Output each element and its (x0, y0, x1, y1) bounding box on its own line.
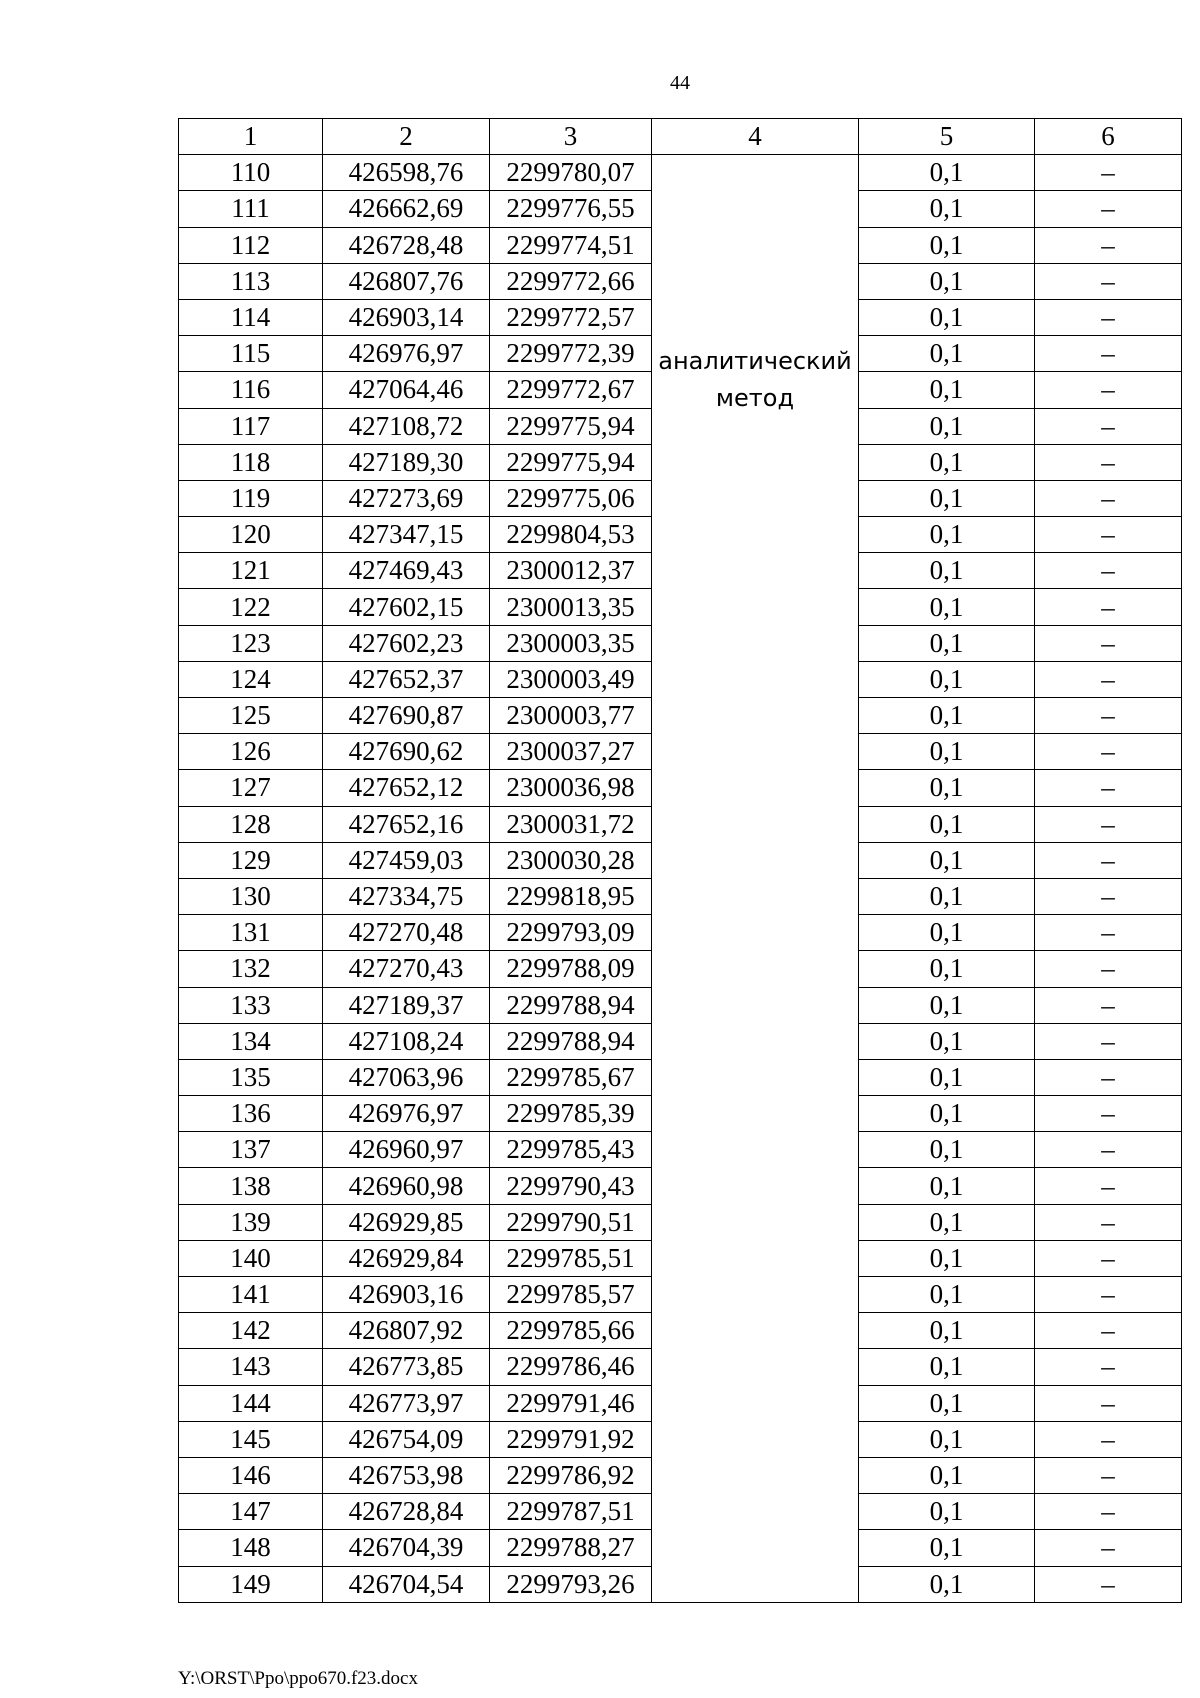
y-coordinate-cell: 2299793,09 (490, 915, 652, 951)
point-number-cell: 140 (179, 1240, 323, 1276)
accuracy-cell: 0,1 (859, 1457, 1035, 1493)
note-cell: – (1035, 878, 1182, 914)
x-coordinate-cell: 426929,85 (323, 1204, 490, 1240)
column-header: 5 (859, 119, 1035, 155)
column-header: 4 (652, 119, 859, 155)
y-coordinate-cell: 2299791,92 (490, 1421, 652, 1457)
x-coordinate-cell: 427064,46 (323, 372, 490, 408)
point-number-cell: 131 (179, 915, 323, 951)
point-number-cell: 122 (179, 589, 323, 625)
x-coordinate-cell: 426976,97 (323, 1096, 490, 1132)
column-header: 3 (490, 119, 652, 155)
column-header: 2 (323, 119, 490, 155)
note-cell: – (1035, 1566, 1182, 1602)
note-cell: – (1035, 263, 1182, 299)
y-coordinate-cell: 2299790,43 (490, 1168, 652, 1204)
point-number-cell: 137 (179, 1132, 323, 1168)
x-coordinate-cell: 427652,12 (323, 770, 490, 806)
y-coordinate-cell: 2299788,27 (490, 1530, 652, 1566)
x-coordinate-cell: 426807,76 (323, 263, 490, 299)
y-coordinate-cell: 2299775,94 (490, 444, 652, 480)
x-coordinate-cell: 426807,92 (323, 1313, 490, 1349)
x-coordinate-cell: 427652,16 (323, 806, 490, 842)
accuracy-cell: 0,1 (859, 625, 1035, 661)
point-number-cell: 149 (179, 1566, 323, 1602)
point-number-cell: 148 (179, 1530, 323, 1566)
point-number-cell: 114 (179, 299, 323, 335)
accuracy-cell: 0,1 (859, 299, 1035, 335)
accuracy-cell: 0,1 (859, 878, 1035, 914)
x-coordinate-cell: 427334,75 (323, 878, 490, 914)
y-coordinate-cell: 2300003,77 (490, 698, 652, 734)
note-cell: – (1035, 444, 1182, 480)
y-coordinate-cell: 2299785,67 (490, 1059, 652, 1095)
x-coordinate-cell: 426960,97 (323, 1132, 490, 1168)
accuracy-cell: 0,1 (859, 1132, 1035, 1168)
y-coordinate-cell: 2299804,53 (490, 517, 652, 553)
file-path-footer: Y:\ORST\Ppo\ppo670.f23.docx (178, 1668, 418, 1689)
point-number-cell: 133 (179, 987, 323, 1023)
point-number-cell: 141 (179, 1277, 323, 1313)
note-cell: – (1035, 299, 1182, 335)
y-coordinate-cell: 2299786,92 (490, 1457, 652, 1493)
x-coordinate-cell: 427270,48 (323, 915, 490, 951)
note-cell: – (1035, 915, 1182, 951)
x-coordinate-cell: 426773,97 (323, 1385, 490, 1421)
x-coordinate-cell: 426903,14 (323, 299, 490, 335)
x-coordinate-cell: 427108,72 (323, 408, 490, 444)
y-coordinate-cell: 2299772,39 (490, 336, 652, 372)
x-coordinate-cell: 426960,98 (323, 1168, 490, 1204)
y-coordinate-cell: 2299785,39 (490, 1096, 652, 1132)
point-number-cell: 120 (179, 517, 323, 553)
x-coordinate-cell: 426753,98 (323, 1457, 490, 1493)
note-cell: – (1035, 1385, 1182, 1421)
note-cell: – (1035, 336, 1182, 372)
y-coordinate-cell: 2299772,57 (490, 299, 652, 335)
y-coordinate-cell: 2300012,37 (490, 553, 652, 589)
note-cell: – (1035, 1204, 1182, 1240)
accuracy-cell: 0,1 (859, 480, 1035, 516)
x-coordinate-cell: 427189,30 (323, 444, 490, 480)
x-coordinate-cell: 426728,84 (323, 1494, 490, 1530)
accuracy-cell: 0,1 (859, 951, 1035, 987)
point-number-cell: 110 (179, 155, 323, 191)
accuracy-cell: 0,1 (859, 1494, 1035, 1530)
point-number-cell: 142 (179, 1313, 323, 1349)
note-cell: – (1035, 480, 1182, 516)
note-cell: – (1035, 1494, 1182, 1530)
note-cell: – (1035, 517, 1182, 553)
x-coordinate-cell: 427108,24 (323, 1023, 490, 1059)
x-coordinate-cell: 427270,43 (323, 951, 490, 987)
x-coordinate-cell: 427602,15 (323, 589, 490, 625)
y-coordinate-cell: 2299791,46 (490, 1385, 652, 1421)
y-coordinate-cell: 2299772,67 (490, 372, 652, 408)
y-coordinate-cell: 2299793,26 (490, 1566, 652, 1602)
note-cell: – (1035, 1530, 1182, 1566)
accuracy-cell: 0,1 (859, 1313, 1035, 1349)
note-cell: – (1035, 1349, 1182, 1385)
accuracy-cell: 0,1 (859, 987, 1035, 1023)
y-coordinate-cell: 2299772,66 (490, 263, 652, 299)
y-coordinate-cell: 2300030,28 (490, 842, 652, 878)
accuracy-cell: 0,1 (859, 408, 1035, 444)
note-cell: – (1035, 372, 1182, 408)
note-cell: – (1035, 589, 1182, 625)
point-number-cell: 130 (179, 878, 323, 914)
point-number-cell: 123 (179, 625, 323, 661)
point-number-cell: 147 (179, 1494, 323, 1530)
point-number-cell: 115 (179, 336, 323, 372)
note-cell: – (1035, 806, 1182, 842)
table-header-row (179, 119, 1182, 155)
x-coordinate-cell: 427690,62 (323, 734, 490, 770)
point-number-cell: 136 (179, 1096, 323, 1132)
point-number-cell: 111 (179, 191, 323, 227)
note-cell: – (1035, 155, 1182, 191)
x-coordinate-cell: 426773,85 (323, 1349, 490, 1385)
accuracy-cell: 0,1 (859, 227, 1035, 263)
accuracy-cell: 0,1 (859, 444, 1035, 480)
point-number-cell: 139 (179, 1204, 323, 1240)
note-cell: – (1035, 408, 1182, 444)
y-coordinate-cell: 2299818,95 (490, 878, 652, 914)
y-coordinate-cell: 2300031,72 (490, 806, 652, 842)
point-number-cell: 116 (179, 372, 323, 408)
accuracy-cell: 0,1 (859, 1204, 1035, 1240)
accuracy-cell: 0,1 (859, 698, 1035, 734)
accuracy-cell: 0,1 (859, 1421, 1035, 1457)
note-cell: – (1035, 1240, 1182, 1276)
note-cell: – (1035, 1421, 1182, 1457)
y-coordinate-cell: 2299786,46 (490, 1349, 652, 1385)
y-coordinate-cell: 2300003,49 (490, 661, 652, 697)
accuracy-cell: 0,1 (859, 1240, 1035, 1276)
y-coordinate-cell: 2299785,51 (490, 1240, 652, 1276)
x-coordinate-cell: 427459,03 (323, 842, 490, 878)
y-coordinate-cell: 2299788,94 (490, 987, 652, 1023)
point-number-cell: 118 (179, 444, 323, 480)
accuracy-cell: 0,1 (859, 915, 1035, 951)
y-coordinate-cell: 2299790,51 (490, 1204, 652, 1240)
x-coordinate-cell: 427652,37 (323, 661, 490, 697)
note-cell: – (1035, 770, 1182, 806)
accuracy-cell: 0,1 (859, 553, 1035, 589)
point-number-cell: 144 (179, 1385, 323, 1421)
y-coordinate-cell: 2299785,66 (490, 1313, 652, 1349)
x-coordinate-cell: 426903,16 (323, 1277, 490, 1313)
note-cell: – (1035, 1096, 1182, 1132)
point-number-cell: 125 (179, 698, 323, 734)
y-coordinate-cell: 2300037,27 (490, 734, 652, 770)
accuracy-cell: 0,1 (859, 1566, 1035, 1602)
note-cell: – (1035, 191, 1182, 227)
point-number-cell: 134 (179, 1023, 323, 1059)
point-number-cell: 138 (179, 1168, 323, 1204)
y-coordinate-cell: 2300013,35 (490, 589, 652, 625)
x-coordinate-cell: 426598,76 (323, 155, 490, 191)
accuracy-cell: 0,1 (859, 1530, 1035, 1566)
point-number-cell: 117 (179, 408, 323, 444)
point-number-cell: 145 (179, 1421, 323, 1457)
y-coordinate-cell: 2299785,43 (490, 1132, 652, 1168)
x-coordinate-cell: 426976,97 (323, 336, 490, 372)
point-number-cell: 112 (179, 227, 323, 263)
note-cell: – (1035, 734, 1182, 770)
y-coordinate-cell: 2299775,06 (490, 480, 652, 516)
note-cell: – (1035, 661, 1182, 697)
x-coordinate-cell: 427063,96 (323, 1059, 490, 1095)
point-number-cell: 124 (179, 661, 323, 697)
note-cell: – (1035, 1023, 1182, 1059)
accuracy-cell: 0,1 (859, 1349, 1035, 1385)
accuracy-cell: 0,1 (859, 806, 1035, 842)
point-number-cell: 119 (179, 480, 323, 516)
y-coordinate-cell: 2299787,51 (490, 1494, 652, 1530)
y-coordinate-cell: 2299788,94 (490, 1023, 652, 1059)
note-cell: – (1035, 842, 1182, 878)
y-coordinate-cell: 2299776,55 (490, 191, 652, 227)
page-number: 44 (670, 72, 690, 94)
point-number-cell: 121 (179, 553, 323, 589)
point-number-cell: 135 (179, 1059, 323, 1095)
accuracy-cell: 0,1 (859, 1096, 1035, 1132)
y-coordinate-cell: 2299785,57 (490, 1277, 652, 1313)
y-coordinate-cell: 2299775,94 (490, 408, 652, 444)
accuracy-cell: 0,1 (859, 1059, 1035, 1095)
accuracy-cell: 0,1 (859, 191, 1035, 227)
accuracy-cell: 0,1 (859, 1385, 1035, 1421)
x-coordinate-cell: 426929,84 (323, 1240, 490, 1276)
y-coordinate-cell: 2299788,09 (490, 951, 652, 987)
note-cell: – (1035, 1313, 1182, 1349)
x-coordinate-cell: 426728,48 (323, 227, 490, 263)
column-header: 1 (179, 119, 323, 155)
accuracy-cell: 0,1 (859, 263, 1035, 299)
x-coordinate-cell: 427602,23 (323, 625, 490, 661)
y-coordinate-cell: 2299780,07 (490, 155, 652, 191)
x-coordinate-cell: 426704,39 (323, 1530, 490, 1566)
column-header: 6 (1035, 119, 1182, 155)
note-cell: – (1035, 1059, 1182, 1095)
table-body (179, 119, 1182, 1603)
note-cell: – (1035, 1277, 1182, 1313)
accuracy-cell: 0,1 (859, 336, 1035, 372)
point-number-cell: 146 (179, 1457, 323, 1493)
accuracy-cell: 0,1 (859, 589, 1035, 625)
x-coordinate-cell: 427469,43 (323, 553, 490, 589)
x-coordinate-cell: 426754,09 (323, 1421, 490, 1457)
accuracy-cell: 0,1 (859, 770, 1035, 806)
x-coordinate-cell: 427690,87 (323, 698, 490, 734)
note-cell: – (1035, 1168, 1182, 1204)
table-row (179, 155, 1182, 191)
x-coordinate-cell: 426704,54 (323, 1566, 490, 1602)
point-number-cell: 143 (179, 1349, 323, 1385)
accuracy-cell: 0,1 (859, 1023, 1035, 1059)
coordinates-table (178, 118, 1182, 1603)
note-cell: – (1035, 553, 1182, 589)
point-number-cell: 113 (179, 263, 323, 299)
accuracy-cell: 0,1 (859, 842, 1035, 878)
x-coordinate-cell: 427347,15 (323, 517, 490, 553)
accuracy-cell: 0,1 (859, 661, 1035, 697)
point-number-cell: 127 (179, 770, 323, 806)
y-coordinate-cell: 2300003,35 (490, 625, 652, 661)
x-coordinate-cell: 427273,69 (323, 480, 490, 516)
accuracy-cell: 0,1 (859, 734, 1035, 770)
x-coordinate-cell: 427189,37 (323, 987, 490, 1023)
accuracy-cell: 0,1 (859, 517, 1035, 553)
note-cell: – (1035, 951, 1182, 987)
accuracy-cell: 0,1 (859, 372, 1035, 408)
accuracy-cell: 0,1 (859, 1277, 1035, 1313)
note-cell: – (1035, 1457, 1182, 1493)
note-cell: – (1035, 698, 1182, 734)
note-cell: – (1035, 227, 1182, 263)
point-number-cell: 129 (179, 842, 323, 878)
note-cell: – (1035, 1132, 1182, 1168)
note-cell: – (1035, 625, 1182, 661)
point-number-cell: 132 (179, 951, 323, 987)
point-number-cell: 126 (179, 734, 323, 770)
accuracy-cell: 0,1 (859, 155, 1035, 191)
point-number-cell: 128 (179, 806, 323, 842)
method-cell: аналитический метод (652, 155, 859, 1603)
accuracy-cell: 0,1 (859, 1168, 1035, 1204)
x-coordinate-cell: 426662,69 (323, 191, 490, 227)
note-cell: – (1035, 987, 1182, 1023)
y-coordinate-cell: 2300036,98 (490, 770, 652, 806)
y-coordinate-cell: 2299774,51 (490, 227, 652, 263)
